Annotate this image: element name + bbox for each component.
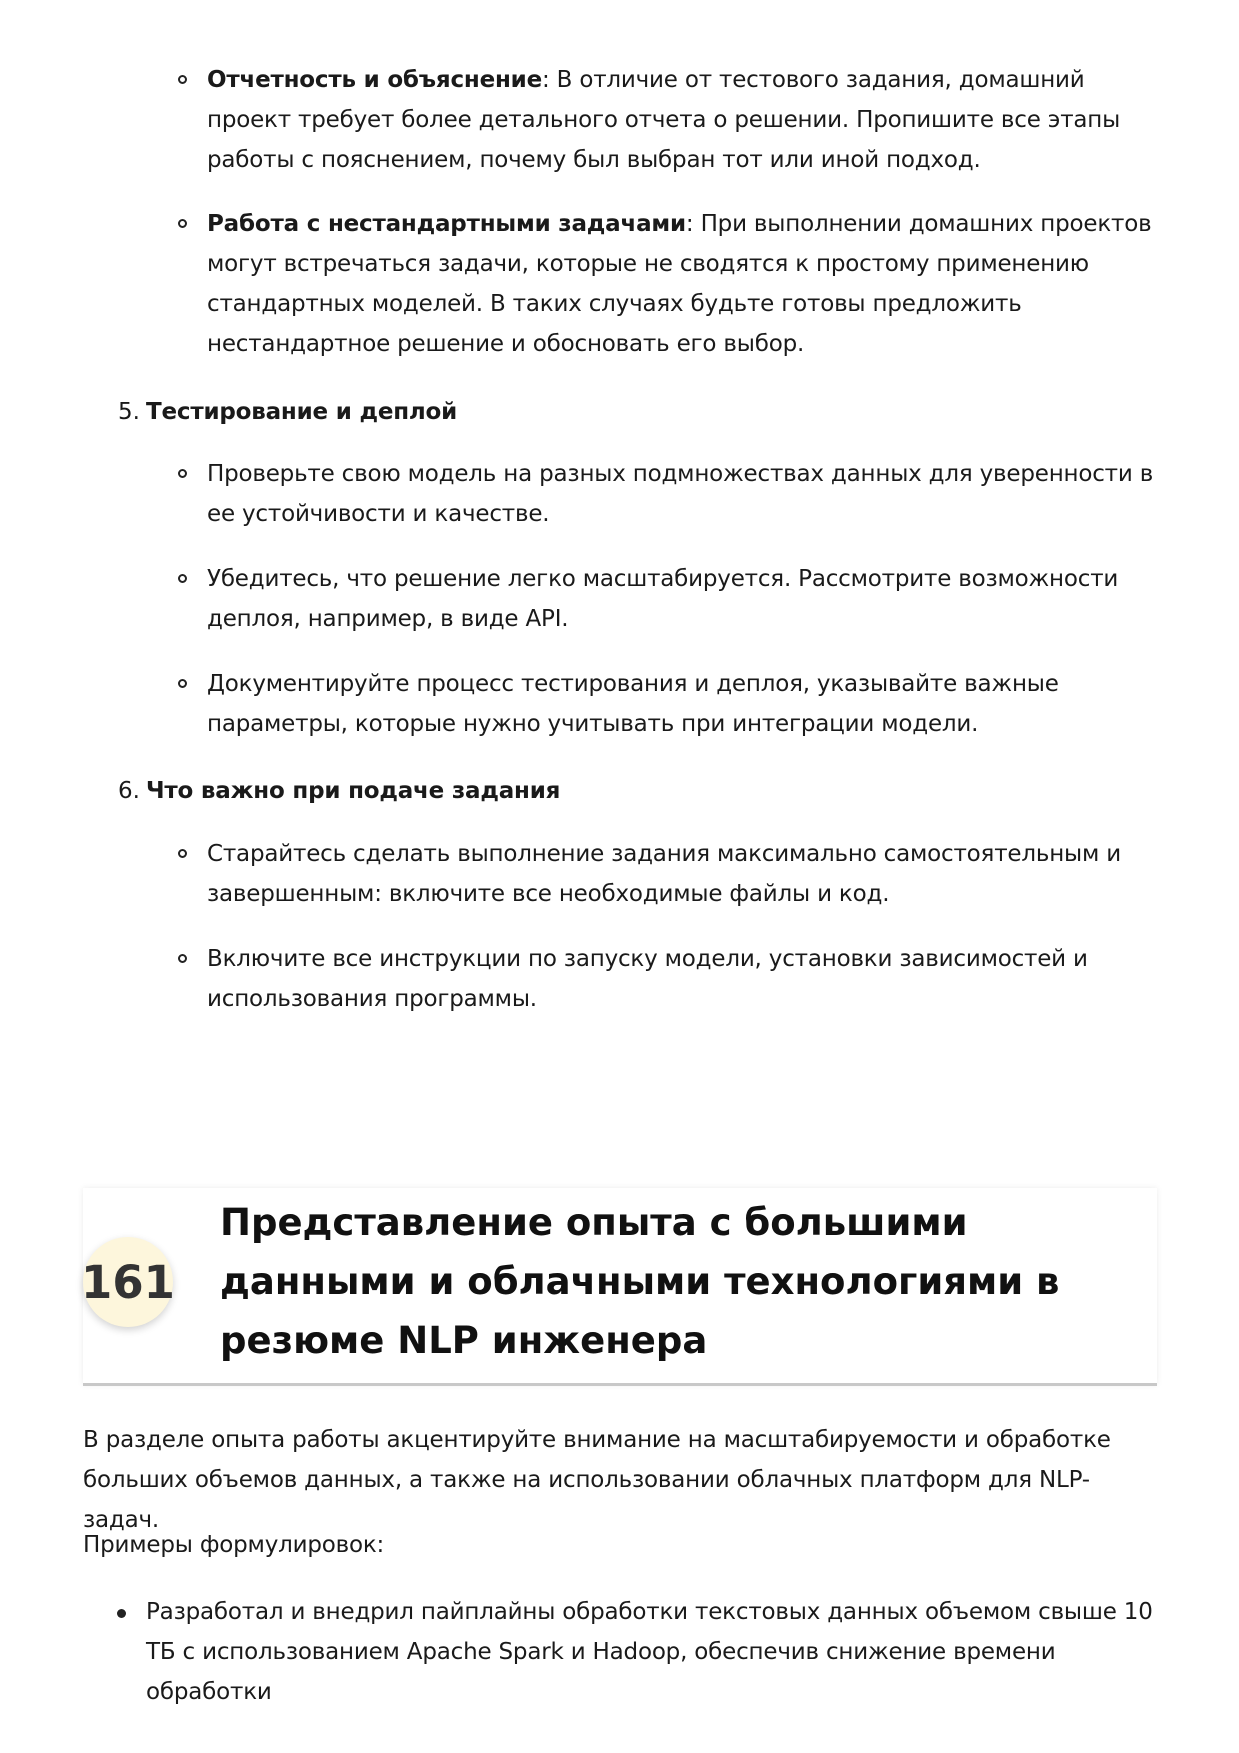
section-number: 5. (118, 399, 140, 425)
section-title (146, 771, 560, 811)
hollow-bullet-icon (178, 219, 187, 228)
list-item: Старайтесь сделать выполнение задания максимально самостоятельным и завершенным: включите все необходимые файлы и код. (207, 841, 1122, 907)
hollow-bullet-icon (178, 954, 187, 963)
item-term: Работа с нестандартными задачами (207, 211, 686, 237)
chapter-number: 161 (81, 1255, 175, 1309)
hollow-bullet-icon (178, 679, 187, 688)
list-item (207, 204, 1157, 364)
hollow-bullet-icon (178, 574, 187, 583)
item-text: : При выполнении домашних проектов могут встречаться задачи, которые не сводятся к простому применению стандартных моделей. В таких случаях будьте готовы предложить нестандартное решение и обосновать его выбор. (207, 211, 1152, 357)
list-item: Включите все инструкции по запуску модели, установки зависимостей и использования программы. (207, 946, 1088, 1012)
chapter-title: Представление опыта с большими данными и облачными технологиями в резюме NLP инженера (220, 1201, 1060, 1362)
hollow-bullet-icon (178, 849, 187, 858)
list-item: Документируйте процесс тестирования и деплоя, указывайте важные параметры, которые нужно учитывать при интеграции модели. (207, 671, 1059, 737)
bullet-icon (117, 1609, 126, 1618)
section-title-text: Что важно при подаче задания (146, 778, 561, 804)
intro-paragraph: В разделе опыта работы акцентируйте внимание на масштабируемости и обработке больших объемов данных, а также на использовании облачных платформ для NLP-задач. (83, 1427, 1111, 1533)
section-title (146, 392, 457, 432)
hollow-bullet-icon (178, 469, 187, 478)
list-item: Проверьте свою модель на разных подмножествах данных для уверенности в ее устойчивости и качестве. (207, 461, 1154, 527)
item-term: Отчетность и объяснение (207, 67, 542, 93)
list-item (207, 60, 1157, 180)
chapter-divider (83, 1383, 1157, 1386)
section-title-text: Тестирование и деплой (146, 399, 458, 425)
chapter-number-badge (83, 1237, 173, 1327)
list-item: Убедитесь, что решение легко масштабируется. Рассмотрите возможности деплоя, например, в виде API. (207, 566, 1119, 632)
section-number: 6. (118, 778, 140, 804)
examples-label: Примеры формулировок: (83, 1532, 385, 1558)
list-item: Разработал и внедрил пайплайны обработки текстовых данных объемом свыше 10 ТБ с использованием Apache Spark и Hadoop, обеспечив снижение времени обработки (146, 1599, 1153, 1705)
item-text: : В отличие от тестового задания, домашний проект требует более детального отчета о решении. Пропишите все этапы работы с пояснением, почему был выбран тот или иной подход. (207, 67, 1121, 173)
hollow-bullet-icon (178, 75, 187, 84)
